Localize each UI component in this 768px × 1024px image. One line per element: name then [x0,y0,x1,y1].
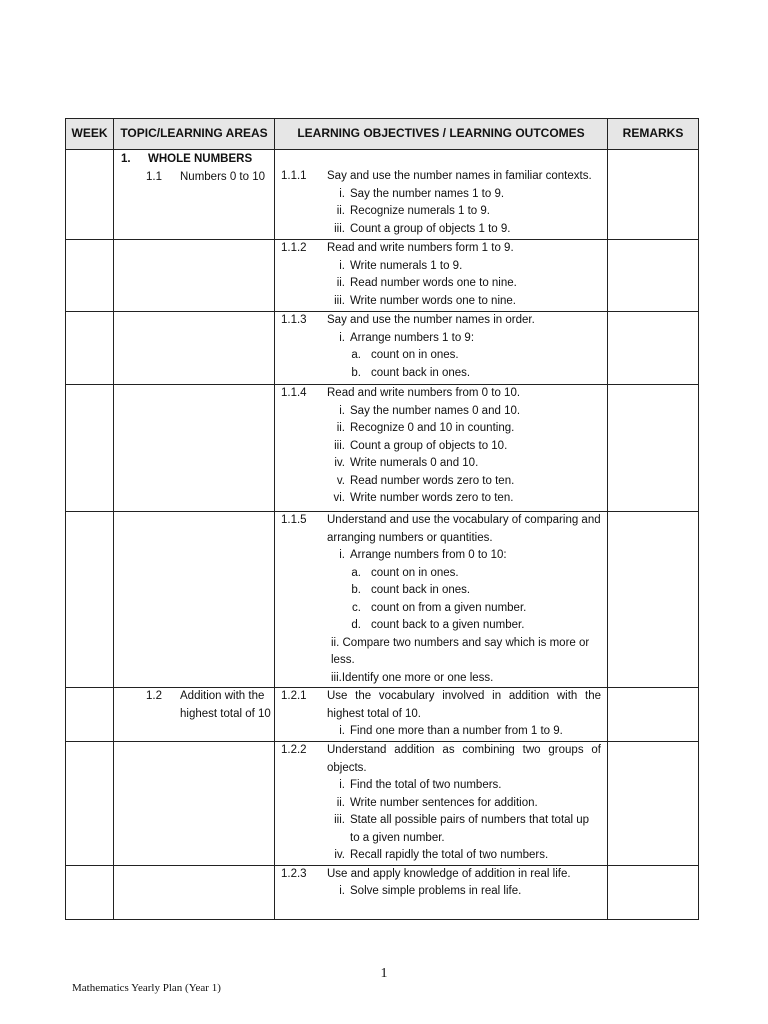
objective: 1.2.2 Understand addition as combining two groups of objects. [281,744,601,774]
table-row [66,385,699,512]
week-cell [66,742,114,866]
topic-cell [114,742,275,866]
objective: 1.2.1 Use the vocabulary involved in addition with the highest total of 10. [281,690,601,720]
objective: 1.1.4 Read and write numbers from 0 to 10. [281,387,521,399]
header-week: WEEK [66,119,114,150]
topic-cell [114,312,275,385]
objective-cell [275,312,608,385]
remarks-cell [608,312,699,385]
outcome-subitem: d. count back to a given number. [351,619,525,631]
outcome-subitem: b. count back in ones. [351,366,471,379]
remarks-cell [608,865,699,919]
table-row [66,512,699,688]
table-row [66,742,699,866]
objective: 1.2.3 Use and apply knowledge of addition in real life. [281,867,571,880]
outcome-item: iv. Write numerals 0 and 10. [334,457,479,469]
outcome-subitem: b. count back in ones. [351,584,471,596]
week-cell [66,865,114,919]
outcome-subitem: a. count on in ones. [351,349,459,361]
outcome-item: i. Say the number names 1 to 9. [339,187,505,200]
remarks-cell [608,742,699,866]
outcome-item: i. Find the total of two numbers. [339,779,502,791]
topic-cell [114,512,275,688]
outcome-item: ii. Write number sentences for addition. [336,796,538,809]
outcome-item: vi. Write number words zero to ten. [333,492,514,504]
week-cell [66,385,114,512]
header-objectives: LEARNING OBJECTIVES / LEARNING OUTCOMES [275,119,608,150]
topic-cell [114,688,275,742]
objective-cell [275,688,608,742]
topic-heading: 1. WHOLE NUMBERS [121,153,253,165]
week-cell [66,150,114,240]
table-row [66,240,699,312]
outcome-item: iii. Write number words one to nine. [334,294,516,307]
objective: 1.1.1 Say and use the number names in familiar contexts. [281,170,592,182]
table-row [66,312,699,385]
topic-cell [114,150,275,240]
outcome-item: iii. State all possible pairs of numbers that total up to a given number. [334,814,590,844]
topic-cell [114,865,275,919]
outcome-item: i. Find one more than a number from 1 to 9. [339,725,563,737]
subtopic: 1.1 Numbers 0 to 10 [146,170,266,183]
objective-cell [275,512,608,688]
page-number: 1 [380,966,388,981]
remarks-cell [608,688,699,742]
outcome-item: iii. Count a group of objects 1 to 9. [334,222,511,235]
objective: 1.1.5 Understand and use the vocabulary of comparing and arranging numbers or quantities. [281,514,601,544]
table-row [66,150,699,240]
outcome-subitem: a. count on in ones. [351,566,459,579]
objective-cell [275,240,608,312]
outcome-item: iv. Recall rapidly the total of two numbers. [334,849,549,861]
outcome-item: i. Arrange numbers 1 to 9: [339,331,475,344]
header-topic: TOPIC/LEARNING AREAS [114,119,275,150]
yearly-plan-table [65,118,699,920]
header-row [66,119,699,150]
outcome-item: i. Solve simple problems in real life. [339,885,522,897]
outcome-item: v. Read number words zero to ten. [336,474,515,487]
remarks-cell [608,240,699,312]
week-cell [66,512,114,688]
outcome-item: iii.Identify one more or one less. [331,671,494,684]
remarks-cell [608,512,699,688]
outcome-item: i. Say the number names 0 and 10. [339,404,521,417]
outcome-item: ii. Recognize 0 and 10 in counting. [336,422,515,434]
outcome-item: i. Arrange numbers from 0 to 10: [339,549,507,561]
outcome-item: ii. Recognize numerals 1 to 9. [336,205,490,217]
week-cell [66,312,114,385]
footer-title: Mathematics Yearly Plan (Year 1) [72,982,221,994]
outcome-item: i. Write numerals 1 to 9. [339,259,463,272]
table-row [66,865,699,919]
outcome-item: ii. Compare two numbers and say which is more or less. [331,636,590,666]
objective: 1.1.2 Read and write numbers form 1 to 9. [281,242,514,254]
table-row [66,688,699,742]
objective-cell [275,742,608,866]
objective-cell [275,385,608,512]
outcome-item: ii. Read number words one to nine. [336,277,517,289]
header-remarks: REMARKS [608,119,699,150]
topic-cell [114,240,275,312]
outcome-subitem: c. count on from a given number. [352,601,527,614]
outcome-item: iii. Count a group of objects to 10. [334,439,508,452]
topic-cell [114,385,275,512]
week-cell [66,240,114,312]
week-cell [66,688,114,742]
remarks-cell [608,385,699,512]
objective: 1.1.3 Say and use the number names in order. [281,314,535,326]
objective-cell [275,150,608,240]
objective-cell [275,865,608,919]
remarks-cell [608,150,699,240]
subtopic: 1.2 Addition with the highest total of 10 [146,690,271,720]
